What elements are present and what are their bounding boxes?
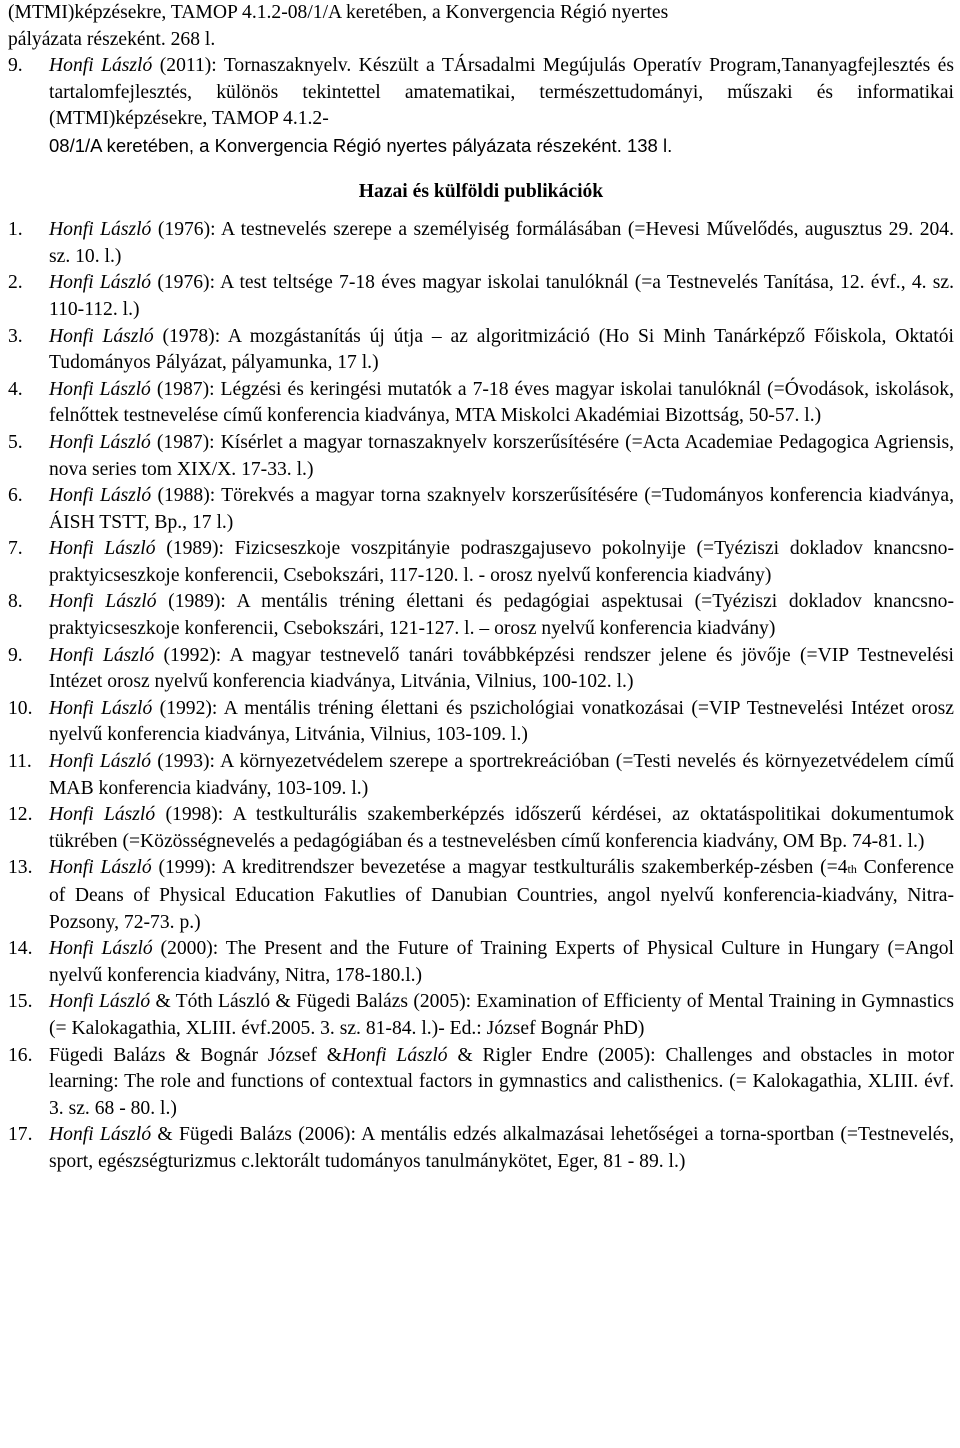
entry-number: 9. (8, 55, 23, 77)
entry-text: & Fügedi Balázs (2006): A mentális edzés alkalmazásai lehetőségei a torna-sportban (=Testnevelés, sport, egészségturizmus c.lektorált tudományos tanulmánykötet, Eger, 81 - 89. l.) (49, 1124, 955, 1172)
entry-number: 2. (8, 272, 23, 294)
publication-entry (8, 217, 954, 270)
entry-text: (1976): A test teltsége 7-18 éves magyar iskolai tanulóknál (=a Testnevelés Tanítása, 12. évf., 4. sz. 110-112. l.) (49, 272, 955, 320)
entry-text: (1976): A testnevelés szerepe a személyiség formálásában (=Hevesi Művelődés, augusztus 29. 204. sz. 10. l.) (49, 219, 954, 267)
entry-number: 14. (8, 938, 33, 960)
entry-text-continued: Conference of Deans of Physical Education Fakutlies of Danubian Countries, angol nyelvű konferencia-kiadvány, Nitra-Pozsony, 72-73. p.) (49, 857, 954, 933)
entry-number: 11. (8, 751, 32, 773)
entry-text: (1989): A mentális tréning élettani és pedagógiai aspektusai (=Tyéziszi dokladov knancsno-praktyicseszkoje konferencii, Csebokszári, 121-127. l. – orosz nyelvű konferencia kiadvány) (49, 591, 955, 640)
publication-entry (8, 989, 954, 1042)
entry-number: 10. (8, 697, 33, 719)
entry-number: 8. (8, 591, 23, 613)
entry-number: 3. (8, 325, 23, 347)
entry-text: (1989): Fizicseszkoje voszpitányie podraszgajusevo pokolnyije (=Tyéziszi dokladov knancsno-praktyicseszkoje konferencii, Csebokszári, 117-120. l. - orosz nyelvű konferencia kiadvány) (49, 538, 955, 586)
entry-text: (2000): The Present and the Future of Training Experts of Physical Culture in Hungary (=Angol nyelvű konferencia kiadvány, Nitra, 178-180.l.) (49, 938, 954, 986)
publication-entry (8, 1043, 954, 1123)
entry-number: 7. (8, 538, 23, 560)
entry-number: 9. (8, 644, 23, 666)
entry-number: 6. (8, 485, 23, 507)
publication-entry (8, 1122, 954, 1175)
entry-author: Honfi László (49, 219, 152, 241)
entry-text: (1992): A magyar testnevelő tanári továbbképzési rendszer jelene és jövője (=VIP Testnevelési Intézet orosz nyelvű konferencia kiadványa, Litvánia, Vilnius, 100-102. l.) (49, 644, 954, 693)
entry-text-tail: 08/1/A keretében, a Konvergencia Régió nyertes pályázata részeként. 138 l. (49, 134, 673, 156)
publication-entry (8, 643, 954, 696)
entry-text: (1978): A mozgástanítás új útja – az algoritmizáció (Ho Si Minh Tanárképző Főiskola, Oktatói Tudományos Pályázat, pályamunka, 17 l.) (49, 325, 954, 374)
entry-author: Honfi László (341, 1044, 448, 1066)
section-heading: Hazai és külföldi publikációk (358, 180, 604, 202)
publication-entry (8, 936, 954, 989)
publication-entry (8, 536, 954, 589)
entry-text: & Tóth László & Fügedi Balázs (2005): Examination of Efficienty of Mental Training in Gymnastics (= Kalokagathia, XLIII. évf.2005. 3. sz. 81-84. l.)- Ed.: József Bognár PhD) (49, 991, 954, 1039)
ordinal-suffix: th (847, 862, 857, 877)
entry-text: (1999): A kreditrendszer bevezetése a magyar testkulturális szakemberkép-zésben (=4 (151, 857, 848, 879)
publication-entry (8, 377, 954, 430)
entry-author: Honfi László (49, 431, 151, 453)
entry-author: Honfi László (49, 751, 152, 773)
entry-text: (1998): A testkulturális szakemberképzés időszerű kérdései, az oktatáspolitikai dokumentumok tükrében (=Közösségnevelés a pedagógiában és a testnevelésben című konferencia kiadvány, OM Bp. 74-81. l.) (49, 804, 954, 852)
entry-number: 16. (8, 1044, 33, 1066)
entry-text: & Rigler Endre (2005): Challenges and obstacles in motor learning: The role and functions of contextual factors in gymnastics and calisthenics. (= Kalokagathia, XLIII. évf. 3. sz. 68 - 80. l.) (49, 1044, 955, 1119)
publication-entry (8, 802, 954, 855)
entry-text: (1988): Törekvés a magyar torna szaknyelv korszerűsítésére (=Tudományos konferencia kiadványa, ÁISH TSTT, Bp., 17 l.) (49, 485, 955, 533)
bibliography-entry-book-9 (8, 53, 954, 159)
publication-entry (8, 696, 954, 749)
entry-text: (1987): Légzési és keringési mutatók a 7-18 éves magyar iskolai tanulóknál (=Óvodások, iskolások, felnőttek testnevelése című konferencia kiadványa, MTA Miskolci Akadémiai Bizottság, 50-57. l.) (49, 378, 954, 427)
entry-author: Honfi László (49, 857, 152, 879)
entry-text: (1992): A mentális tréning élettani és pszichológiai vonatkozásai (=VIP Testnevelési Intézet orosz nyelvű konferencia kiadványa, Litvánia, Vilnius, 103-109. l.) (49, 697, 954, 746)
entry-text: (1987): Kísérlet a magyar tornaszaknyelv korszerűsítésére (=Acta Academiae Pedagogica Agriensis, nova series tom XIX/X. 17-33. l.) (49, 431, 954, 480)
entry-author: Honfi László (49, 591, 157, 613)
entry-author: Honfi László (49, 378, 151, 400)
entry-author: Honfi László (49, 272, 152, 294)
publication-entry (8, 324, 954, 377)
entry-author: Honfi László (49, 538, 156, 560)
continued-text (8, 0, 954, 160)
publication-entry (8, 430, 954, 483)
entry-text: (1993): A környezetvédelem szerepe a sportrekreációban (=Testi nevelés és környezetvédelem című MAB konferencia kiadvány, 103-109. l.) (49, 751, 954, 799)
publication-entry (8, 483, 954, 536)
continued-line-1: (MTMI)képzésekre, TAMOP 4.1.2-08/1/A keretében, a Konvergencia Régió nyertes (8, 2, 669, 23)
publication-entry (8, 749, 954, 802)
entry-text: (2011): Tornaszaknyelv. Készült a TÁrsadalmi Megújulás Operatív Program,Tananyagfejlesztés és tartalomfejlesztés, különös tekintettel amatematikai, természettudományi, műszaki és informatikai (MTMI)képzésekre, TAMOP 4.1.2- (49, 55, 955, 130)
entry-author: Honfi László (49, 991, 151, 1013)
entry-author: Honfi László (49, 325, 154, 347)
continued-line-2: pályázata részeként. 268 l. (8, 28, 216, 50)
entry-author: Honfi László (49, 804, 156, 826)
entry-author: Honfi László (49, 485, 152, 507)
publication-entry (8, 270, 954, 323)
entry-author: Honfi László (49, 55, 153, 77)
entry-number: 5. (8, 431, 23, 453)
entry-number: 1. (8, 219, 23, 241)
entry-number: 15. (8, 991, 33, 1013)
entry-author: Honfi László (49, 697, 153, 719)
entry-coauthors: Fügedi Balázs & Bognár József & (49, 1044, 342, 1066)
entry-number: 12. (8, 804, 33, 826)
publication-entry (8, 855, 954, 936)
entry-number: 13. (8, 857, 33, 879)
publication-list (8, 217, 954, 1175)
entry-author: Honfi László (49, 644, 155, 666)
entry-number: 4. (8, 378, 23, 400)
entry-number: 17. (8, 1124, 33, 1146)
publication-entry (8, 589, 954, 642)
entry-author: Honfi László (49, 938, 153, 960)
entry-author: Honfi László (49, 1124, 152, 1146)
